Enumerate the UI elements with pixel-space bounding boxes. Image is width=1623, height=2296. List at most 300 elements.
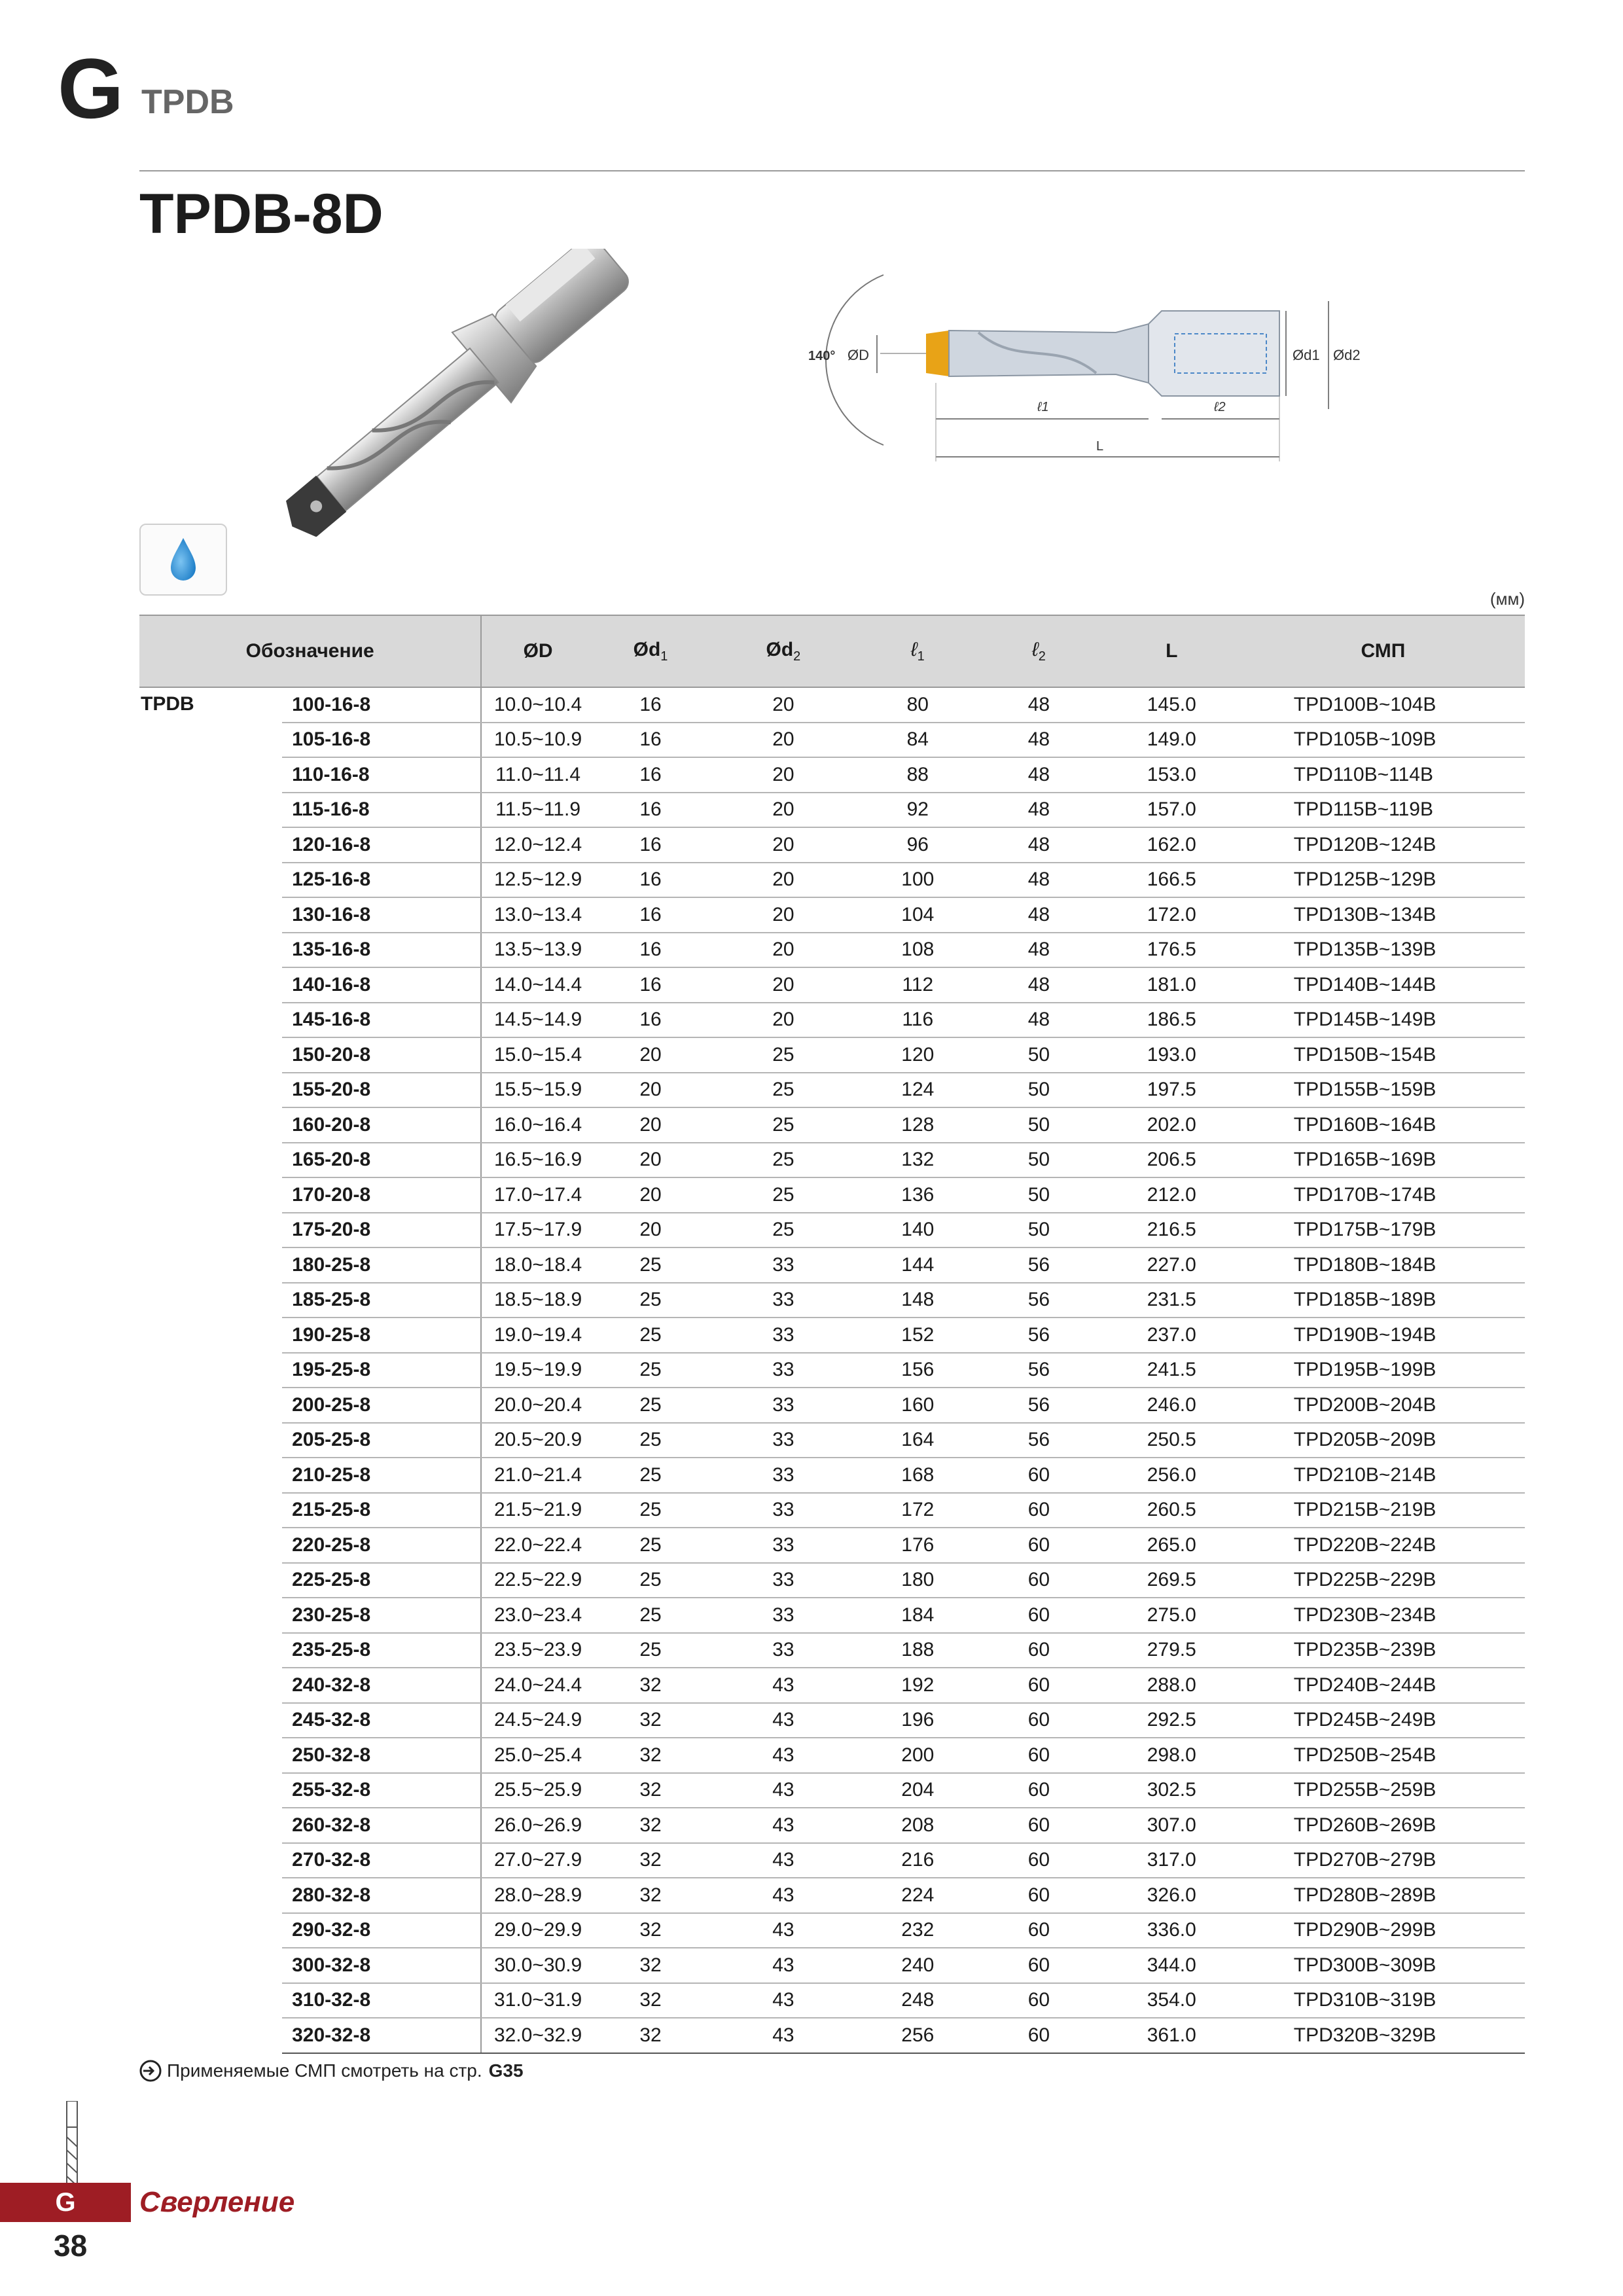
cell-l1: 248: [860, 1983, 976, 2018]
cell-designation: 195-25-8: [282, 1353, 481, 1388]
cell-d2: 33: [707, 1528, 859, 1563]
cell-d1: 25: [594, 1633, 707, 1668]
cell-designation: 155-20-8: [282, 1073, 481, 1108]
cell-L: 265.0: [1102, 1528, 1241, 1563]
header-divider: [139, 170, 1525, 171]
cell-d2: 43: [707, 1948, 859, 1983]
table-row: [139, 1948, 1525, 1983]
table-row: [139, 2018, 1525, 2053]
cell-smp: TPD225B~229B: [1241, 1563, 1525, 1598]
cell-L: 275.0: [1102, 1598, 1241, 1633]
cell-l1: 88: [860, 757, 976, 793]
cell-l1: 172: [860, 1493, 976, 1528]
table-row: [139, 1983, 1525, 2018]
cell-l2: 60: [976, 1668, 1102, 1703]
table-row: [139, 1353, 1525, 1388]
cell-smp: TPD155B~159B: [1241, 1073, 1525, 1108]
cell-d2: 33: [707, 1598, 859, 1633]
cell-designation: 200-25-8: [282, 1388, 481, 1423]
cell-smp: TPD230B~234B: [1241, 1598, 1525, 1633]
cell-L: 197.5: [1102, 1073, 1241, 1108]
cell-L: 361.0: [1102, 2018, 1241, 2053]
cell-smp: TPD245B~249B: [1241, 1703, 1525, 1738]
cell-l2: 60: [976, 1843, 1102, 1878]
cell-L: 145.0: [1102, 687, 1241, 723]
cell-smp: TPD105B~109B: [1241, 723, 1525, 758]
cell-designation: 230-25-8: [282, 1598, 481, 1633]
cell-L: 279.5: [1102, 1633, 1241, 1668]
cell-d1: 25: [594, 1598, 707, 1633]
table-header-row: [139, 615, 1525, 687]
cell-designation: 145-16-8: [282, 1003, 481, 1038]
cell-D: 28.0~28.9: [481, 1878, 594, 1913]
cell-d2: 25: [707, 1073, 859, 1108]
cell-l1: 124: [860, 1073, 976, 1108]
cell-d2: 25: [707, 1213, 859, 1248]
cell-d2: 33: [707, 1423, 859, 1458]
cell-smp: TPD255B~259B: [1241, 1773, 1525, 1808]
cell-L: 227.0: [1102, 1247, 1241, 1283]
cell-l1: 148: [860, 1283, 976, 1318]
cell-d2: 43: [707, 1878, 859, 1913]
cell-l1: 140: [860, 1213, 976, 1248]
cell-designation: 135-16-8: [282, 933, 481, 968]
cell-d1: 25: [594, 1493, 707, 1528]
table-row: [139, 723, 1525, 758]
cell-designation: 270-32-8: [282, 1843, 481, 1878]
cell-d1: 16: [594, 687, 707, 723]
cell-l2: 60: [976, 1738, 1102, 1773]
cell-d1: 20: [594, 1143, 707, 1178]
cell-L: 326.0: [1102, 1878, 1241, 1913]
cell-designation: 130-16-8: [282, 897, 481, 933]
insert-reference-note: [139, 2060, 524, 2082]
cell-d1: 20: [594, 1037, 707, 1073]
cell-D: 25.5~25.9: [481, 1773, 594, 1808]
cell-l1: 240: [860, 1948, 976, 1983]
table-row: [139, 1563, 1525, 1598]
cell-l1: 208: [860, 1808, 976, 1843]
table-row: [139, 1143, 1525, 1178]
cell-smp: TPD290B~299B: [1241, 1913, 1525, 1948]
cell-d2: 43: [707, 1773, 859, 1808]
table-row: [139, 827, 1525, 863]
cell-smp: TPD240B~244B: [1241, 1668, 1525, 1703]
cell-l1: 232: [860, 1913, 976, 1948]
header-D: ØD: [481, 615, 594, 687]
cell-d2: 20: [707, 827, 859, 863]
cell-L: 256.0: [1102, 1458, 1241, 1493]
cell-d1: 32: [594, 1668, 707, 1703]
cell-l2: 56: [976, 1318, 1102, 1353]
section-tab: G: [0, 2183, 131, 2222]
cell-d2: 25: [707, 1143, 859, 1178]
cell-D: 13.5~13.9: [481, 933, 594, 968]
table-row: [139, 1633, 1525, 1668]
cell-D: 20.5~20.9: [481, 1423, 594, 1458]
cell-smp: TPD310B~319B: [1241, 1983, 1525, 2018]
cell-d2: 20: [707, 897, 859, 933]
cell-l2: 48: [976, 723, 1102, 758]
cell-L: 193.0: [1102, 1037, 1241, 1073]
cell-smp: TPD180B~184B: [1241, 1247, 1525, 1283]
cell-designation: 180-25-8: [282, 1247, 481, 1283]
cell-smp: TPD115B~119B: [1241, 793, 1525, 828]
cell-L: 237.0: [1102, 1318, 1241, 1353]
cell-l1: 112: [860, 967, 976, 1003]
section-name: TPDB: [141, 83, 234, 121]
cell-D: 10.5~10.9: [481, 723, 594, 758]
cell-designation: 170-20-8: [282, 1177, 481, 1213]
cell-d1: 32: [594, 1773, 707, 1808]
cell-L: 269.5: [1102, 1563, 1241, 1598]
cell-d1: 32: [594, 1843, 707, 1878]
tool-dimension-drawing: [782, 262, 1371, 471]
cell-L: 288.0: [1102, 1668, 1241, 1703]
cell-smp: TPD185B~189B: [1241, 1283, 1525, 1318]
cell-designation: 320-32-8: [282, 2018, 481, 2053]
cell-d2: 43: [707, 1983, 859, 2018]
cell-d1: 25: [594, 1423, 707, 1458]
cell-d1: 16: [594, 723, 707, 758]
cell-d1: 20: [594, 1213, 707, 1248]
cell-d2: 25: [707, 1037, 859, 1073]
cell-l1: 180: [860, 1563, 976, 1598]
cell-L: 176.5: [1102, 933, 1241, 968]
cell-L: 241.5: [1102, 1353, 1241, 1388]
cell-smp: TPD300B~309B: [1241, 1948, 1525, 1983]
cell-d1: 32: [594, 1703, 707, 1738]
cell-D: 18.0~18.4: [481, 1247, 594, 1283]
cell-smp: TPD170B~174B: [1241, 1177, 1525, 1213]
cell-designation: 120-16-8: [282, 827, 481, 863]
cell-l1: 224: [860, 1878, 976, 1913]
cell-l1: 200: [860, 1738, 976, 1773]
cell-d1: 32: [594, 2018, 707, 2053]
header-l1: ℓ$_1$: [860, 615, 976, 687]
cell-designation: 280-32-8: [282, 1878, 481, 1913]
page-number: 38: [54, 2229, 88, 2263]
cell-d2: 43: [707, 1738, 859, 1773]
table-row: [139, 1808, 1525, 1843]
cell-D: 21.5~21.9: [481, 1493, 594, 1528]
drawing-d1-label: Ød1: [1293, 347, 1320, 363]
table-row: [139, 1493, 1525, 1528]
cell-d2: 43: [707, 2018, 859, 2053]
cell-L: 344.0: [1102, 1948, 1241, 1983]
cell-l1: 196: [860, 1703, 976, 1738]
cell-D: 16.0~16.4: [481, 1107, 594, 1143]
cell-L: 302.5: [1102, 1773, 1241, 1808]
cell-l2: 60: [976, 2018, 1102, 2053]
cell-d1: 32: [594, 1738, 707, 1773]
cell-l2: 48: [976, 827, 1102, 863]
table-row: [139, 1318, 1525, 1353]
cell-d1: 20: [594, 1177, 707, 1213]
cell-l2: 48: [976, 793, 1102, 828]
cell-l1: 156: [860, 1353, 976, 1388]
table-row: [139, 967, 1525, 1003]
cell-l2: 50: [976, 1143, 1102, 1178]
cell-smp: TPD270B~279B: [1241, 1843, 1525, 1878]
cell-d2: 20: [707, 687, 859, 723]
cell-l2: 48: [976, 897, 1102, 933]
chapter-title: Сверление: [139, 2186, 295, 2218]
cell-D: 14.5~14.9: [481, 1003, 594, 1038]
cell-d1: 20: [594, 1107, 707, 1143]
cell-l2: 60: [976, 1703, 1102, 1738]
cell-designation: 175-20-8: [282, 1213, 481, 1248]
cell-smp: TPD195B~199B: [1241, 1353, 1525, 1388]
cell-smp: TPD110B~114B: [1241, 757, 1525, 793]
cell-L: 172.0: [1102, 897, 1241, 933]
header-designation: Обозначение: [139, 615, 481, 687]
cell-l1: 204: [860, 1773, 976, 1808]
cell-l1: 192: [860, 1668, 976, 1703]
cell-D: 11.0~11.4: [481, 757, 594, 793]
table-row: [139, 1703, 1525, 1738]
cell-smp: TPD320B~329B: [1241, 2018, 1525, 2053]
cell-designation: 300-32-8: [282, 1948, 481, 1983]
cell-l1: 132: [860, 1143, 976, 1178]
table-row: [139, 863, 1525, 898]
cell-l2: 60: [976, 1598, 1102, 1633]
cell-d1: 32: [594, 1948, 707, 1983]
cell-D: 24.0~24.4: [481, 1668, 594, 1703]
cell-d1: 25: [594, 1528, 707, 1563]
cell-smp: TPD235B~239B: [1241, 1633, 1525, 1668]
cell-D: 23.5~23.9: [481, 1633, 594, 1668]
cell-l2: 56: [976, 1388, 1102, 1423]
cell-l2: 50: [976, 1213, 1102, 1248]
cell-D: 12.0~12.4: [481, 827, 594, 863]
drawing-l1-label: ℓ1: [1037, 400, 1049, 414]
cell-l2: 60: [976, 1528, 1102, 1563]
cell-l2: 48: [976, 967, 1102, 1003]
cell-L: 354.0: [1102, 1983, 1241, 2018]
header-l2: ℓ$_2$: [976, 615, 1102, 687]
cell-l2: 60: [976, 1808, 1102, 1843]
cell-d2: 33: [707, 1318, 859, 1353]
cell-l2: 60: [976, 1493, 1102, 1528]
cell-D: 17.5~17.9: [481, 1213, 594, 1248]
cell-D: 22.0~22.4: [481, 1528, 594, 1563]
cell-smp: TPD250B~254B: [1241, 1738, 1525, 1773]
cell-l1: 96: [860, 827, 976, 863]
table-row: [139, 1003, 1525, 1038]
cell-d1: 16: [594, 1003, 707, 1038]
cell-d2: 20: [707, 757, 859, 793]
cell-L: 157.0: [1102, 793, 1241, 828]
cell-D: 17.0~17.4: [481, 1177, 594, 1213]
cell-d1: 20: [594, 1073, 707, 1108]
cell-D: 11.5~11.9: [481, 793, 594, 828]
table-row: [139, 1458, 1525, 1493]
cell-D: 25.0~25.4: [481, 1738, 594, 1773]
arrow-circle-icon: [139, 2060, 162, 2082]
header-d1: $Ød_1$: [594, 615, 707, 687]
cell-d1: 25: [594, 1318, 707, 1353]
table-body: [139, 687, 1525, 2053]
cell-l2: 60: [976, 1948, 1102, 1983]
cell-L: 298.0: [1102, 1738, 1241, 1773]
cell-d2: 20: [707, 933, 859, 968]
cell-d2: 43: [707, 1668, 859, 1703]
cell-D: 14.0~14.4: [481, 967, 594, 1003]
cell-l2: 48: [976, 757, 1102, 793]
cell-l2: 56: [976, 1353, 1102, 1388]
table-row: [139, 1283, 1525, 1318]
cell-l2: 60: [976, 1773, 1102, 1808]
drawing-d2-label: Ød2: [1333, 347, 1361, 363]
unit-label: (мм): [1489, 589, 1525, 609]
cell-d2: 33: [707, 1388, 859, 1423]
cell-d1: 16: [594, 827, 707, 863]
cell-D: 24.5~24.9: [481, 1703, 594, 1738]
cell-smp: TPD150B~154B: [1241, 1037, 1525, 1073]
table-row: [139, 933, 1525, 968]
cell-d1: 25: [594, 1247, 707, 1283]
cell-L: 231.5: [1102, 1283, 1241, 1318]
cell-l1: 256: [860, 2018, 976, 2053]
cell-l1: 116: [860, 1003, 976, 1038]
cell-smp: TPD145B~149B: [1241, 1003, 1525, 1038]
cell-d2: 25: [707, 1107, 859, 1143]
cell-d2: 43: [707, 1843, 859, 1878]
cell-d1: 16: [594, 793, 707, 828]
page-title: TPDB-8D: [139, 183, 383, 245]
cell-D: 10.0~10.4: [481, 687, 594, 723]
drawing-d-label: ØD: [847, 347, 869, 363]
cell-d2: 33: [707, 1563, 859, 1598]
table-row: [139, 757, 1525, 793]
cell-designation: 115-16-8: [282, 793, 481, 828]
cell-D: 15.0~15.4: [481, 1037, 594, 1073]
cell-designation: 100-16-8: [282, 687, 481, 723]
cell-D: 32.0~32.9: [481, 2018, 594, 2053]
cell-l1: 184: [860, 1598, 976, 1633]
table-row: [139, 1037, 1525, 1073]
series-label: TPDB: [141, 693, 194, 715]
cell-smp: TPD210B~214B: [1241, 1458, 1525, 1493]
table-row: [139, 1107, 1525, 1143]
cell-d2: 33: [707, 1633, 859, 1668]
water-drop-icon: [141, 525, 226, 594]
cell-D: 20.0~20.4: [481, 1388, 594, 1423]
cell-d1: 16: [594, 863, 707, 898]
cell-d2: 33: [707, 1458, 859, 1493]
cell-d1: 16: [594, 757, 707, 793]
cell-l2: 48: [976, 1003, 1102, 1038]
header-d2: $Ød_2$: [707, 615, 859, 687]
table-row: [139, 1738, 1525, 1773]
cell-l2: 60: [976, 1983, 1102, 2018]
coolant-badge: [139, 524, 227, 596]
cell-designation: 210-25-8: [282, 1458, 481, 1493]
cell-designation: 190-25-8: [282, 1318, 481, 1353]
table-row: [139, 1528, 1525, 1563]
cell-designation: 235-25-8: [282, 1633, 481, 1668]
cell-l2: 48: [976, 863, 1102, 898]
cell-l1: 152: [860, 1318, 976, 1353]
cell-d1: 16: [594, 967, 707, 1003]
cell-designation: 220-25-8: [282, 1528, 481, 1563]
cell-d2: 43: [707, 1703, 859, 1738]
cell-l2: 50: [976, 1037, 1102, 1073]
table-row: [139, 793, 1525, 828]
cell-smp: TPD130B~134B: [1241, 897, 1525, 933]
cell-d2: 20: [707, 793, 859, 828]
cell-d1: 25: [594, 1388, 707, 1423]
cell-l1: 128: [860, 1107, 976, 1143]
cell-D: 18.5~18.9: [481, 1283, 594, 1318]
cell-smp: TPD190B~194B: [1241, 1318, 1525, 1353]
table-row: [139, 1247, 1525, 1283]
cell-l2: 60: [976, 1458, 1102, 1493]
cell-designation: 250-32-8: [282, 1738, 481, 1773]
section-letter: G: [58, 41, 124, 136]
cell-d1: 16: [594, 933, 707, 968]
cell-designation: 205-25-8: [282, 1423, 481, 1458]
cell-l1: 100: [860, 863, 976, 898]
table-row: [139, 1843, 1525, 1878]
cell-d1: 25: [594, 1563, 707, 1598]
cell-L: 206.5: [1102, 1143, 1241, 1178]
cell-L: 186.5: [1102, 1003, 1241, 1038]
cell-L: 317.0: [1102, 1843, 1241, 1878]
cell-designation: 255-32-8: [282, 1773, 481, 1808]
cell-d2: 33: [707, 1493, 859, 1528]
note-page-ref[interactable]: G35: [488, 2060, 524, 2081]
table-row: [139, 1668, 1525, 1703]
product-image: [229, 249, 674, 537]
cell-smp: TPD125B~129B: [1241, 863, 1525, 898]
cell-l1: 144: [860, 1247, 976, 1283]
cell-designation: 240-32-8: [282, 1668, 481, 1703]
cell-L: 166.5: [1102, 863, 1241, 898]
cell-l2: 60: [976, 1633, 1102, 1668]
cell-L: 162.0: [1102, 827, 1241, 863]
table-row: [139, 1423, 1525, 1458]
cell-D: 13.0~13.4: [481, 897, 594, 933]
cell-smp: TPD175B~179B: [1241, 1213, 1525, 1248]
table-row: [139, 1773, 1525, 1808]
cell-D: 12.5~12.9: [481, 863, 594, 898]
cell-l1: 92: [860, 793, 976, 828]
cell-l2: 50: [976, 1073, 1102, 1108]
cell-l1: 80: [860, 687, 976, 723]
cell-designation: 150-20-8: [282, 1037, 481, 1073]
cell-L: 292.5: [1102, 1703, 1241, 1738]
cell-l1: 120: [860, 1037, 976, 1073]
cell-designation: 105-16-8: [282, 723, 481, 758]
cell-d2: 20: [707, 1003, 859, 1038]
cell-l2: 56: [976, 1247, 1102, 1283]
cell-d2: 33: [707, 1247, 859, 1283]
cell-l2: 56: [976, 1283, 1102, 1318]
cell-smp: TPD200B~204B: [1241, 1388, 1525, 1423]
cell-d1: 25: [594, 1283, 707, 1318]
cell-d1: 25: [594, 1353, 707, 1388]
cell-d2: 33: [707, 1283, 859, 1318]
table-row: [139, 1177, 1525, 1213]
cell-smp: TPD260B~269B: [1241, 1808, 1525, 1843]
cell-d1: 25: [594, 1458, 707, 1493]
cell-D: 22.5~22.9: [481, 1563, 594, 1598]
cell-smp: TPD220B~224B: [1241, 1528, 1525, 1563]
cell-D: 21.0~21.4: [481, 1458, 594, 1493]
cell-D: 19.5~19.9: [481, 1353, 594, 1388]
